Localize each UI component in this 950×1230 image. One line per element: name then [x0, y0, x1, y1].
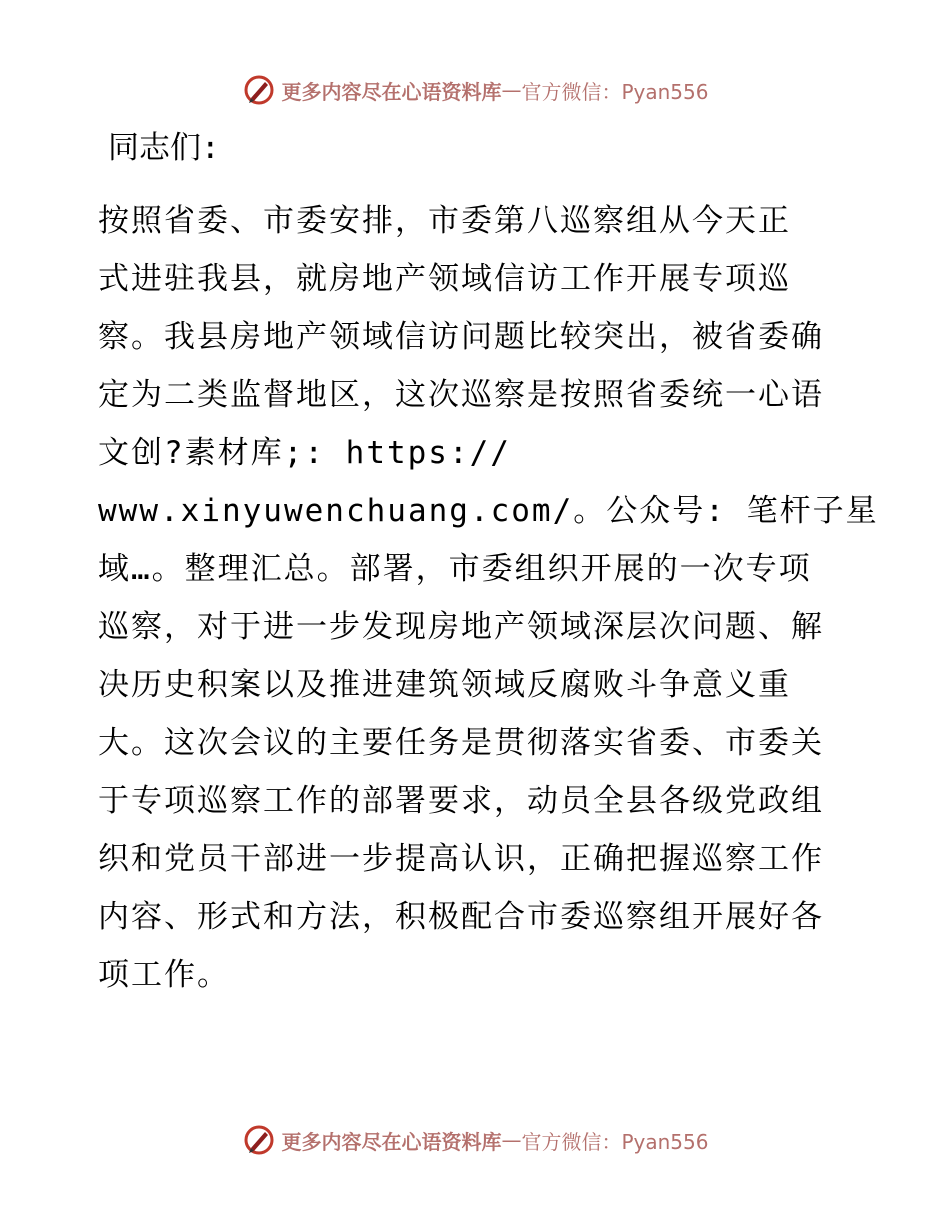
header-banner: [0, 70, 950, 110]
paragraph-line: 决历史积案以及推进建筑领域反腐败斗争意义重: [98, 667, 791, 703]
footer-banner-dash: —: [501, 1128, 522, 1152]
paragraph-line: 察。我县房地产领域信访问题比较突出，被省委确: [98, 319, 824, 355]
paragraph-line: 项工作。: [98, 957, 230, 993]
paragraph-line: www.xinyuwenchuang.com/。公众号: 笔杆子星: [98, 493, 879, 529]
paragraph: [98, 192, 879, 1004]
document-body: [98, 118, 879, 1004]
footer-banner-wechat: 官方微信：Pyan556: [521, 1129, 709, 1154]
footer-banner-text: 更多内容尽在心语资料库: [281, 1129, 502, 1154]
footer-banner: [0, 1120, 950, 1160]
paragraph-line: 于专项巡察工作的部署要求，动员全县各级党政组: [98, 783, 824, 819]
paragraph-line: 定为二类监督地区，这次巡察是按照省委统一心语: [98, 377, 824, 413]
paragraph-line: 按照省委、市委安排，市委第八巡察组从今天正: [98, 203, 791, 239]
pen-logo-icon: [241, 1122, 277, 1158]
paragraph-line: 巡察，对于进一步发现房地产领域深层次问题、解: [98, 609, 824, 645]
header-banner-text: 更多内容尽在心语资料库: [281, 79, 502, 104]
pen-logo-icon: [241, 72, 277, 108]
paragraph-line: 大。这次会议的主要任务是贯彻落实省委、市委关: [98, 725, 824, 761]
paragraph-line: 式进驻我县，就房地产领域信访工作开展专项巡: [98, 261, 791, 297]
header-banner-dash: —: [501, 78, 522, 102]
paragraph-line: 域…。整理汇总。部署，市委组织开展的一次专项: [98, 551, 812, 587]
greeting: 同志们:: [108, 130, 220, 166]
paragraph-line: 内容、形式和方法，积极配合市委巡察组开展好各: [98, 899, 824, 935]
header-banner-wechat: 官方微信：Pyan556: [521, 79, 709, 104]
paragraph-line: 织和党员干部进一步提高认识，正确把握巡察工作: [98, 841, 824, 877]
paragraph-line: 文创?素材库;: https://: [98, 435, 511, 471]
